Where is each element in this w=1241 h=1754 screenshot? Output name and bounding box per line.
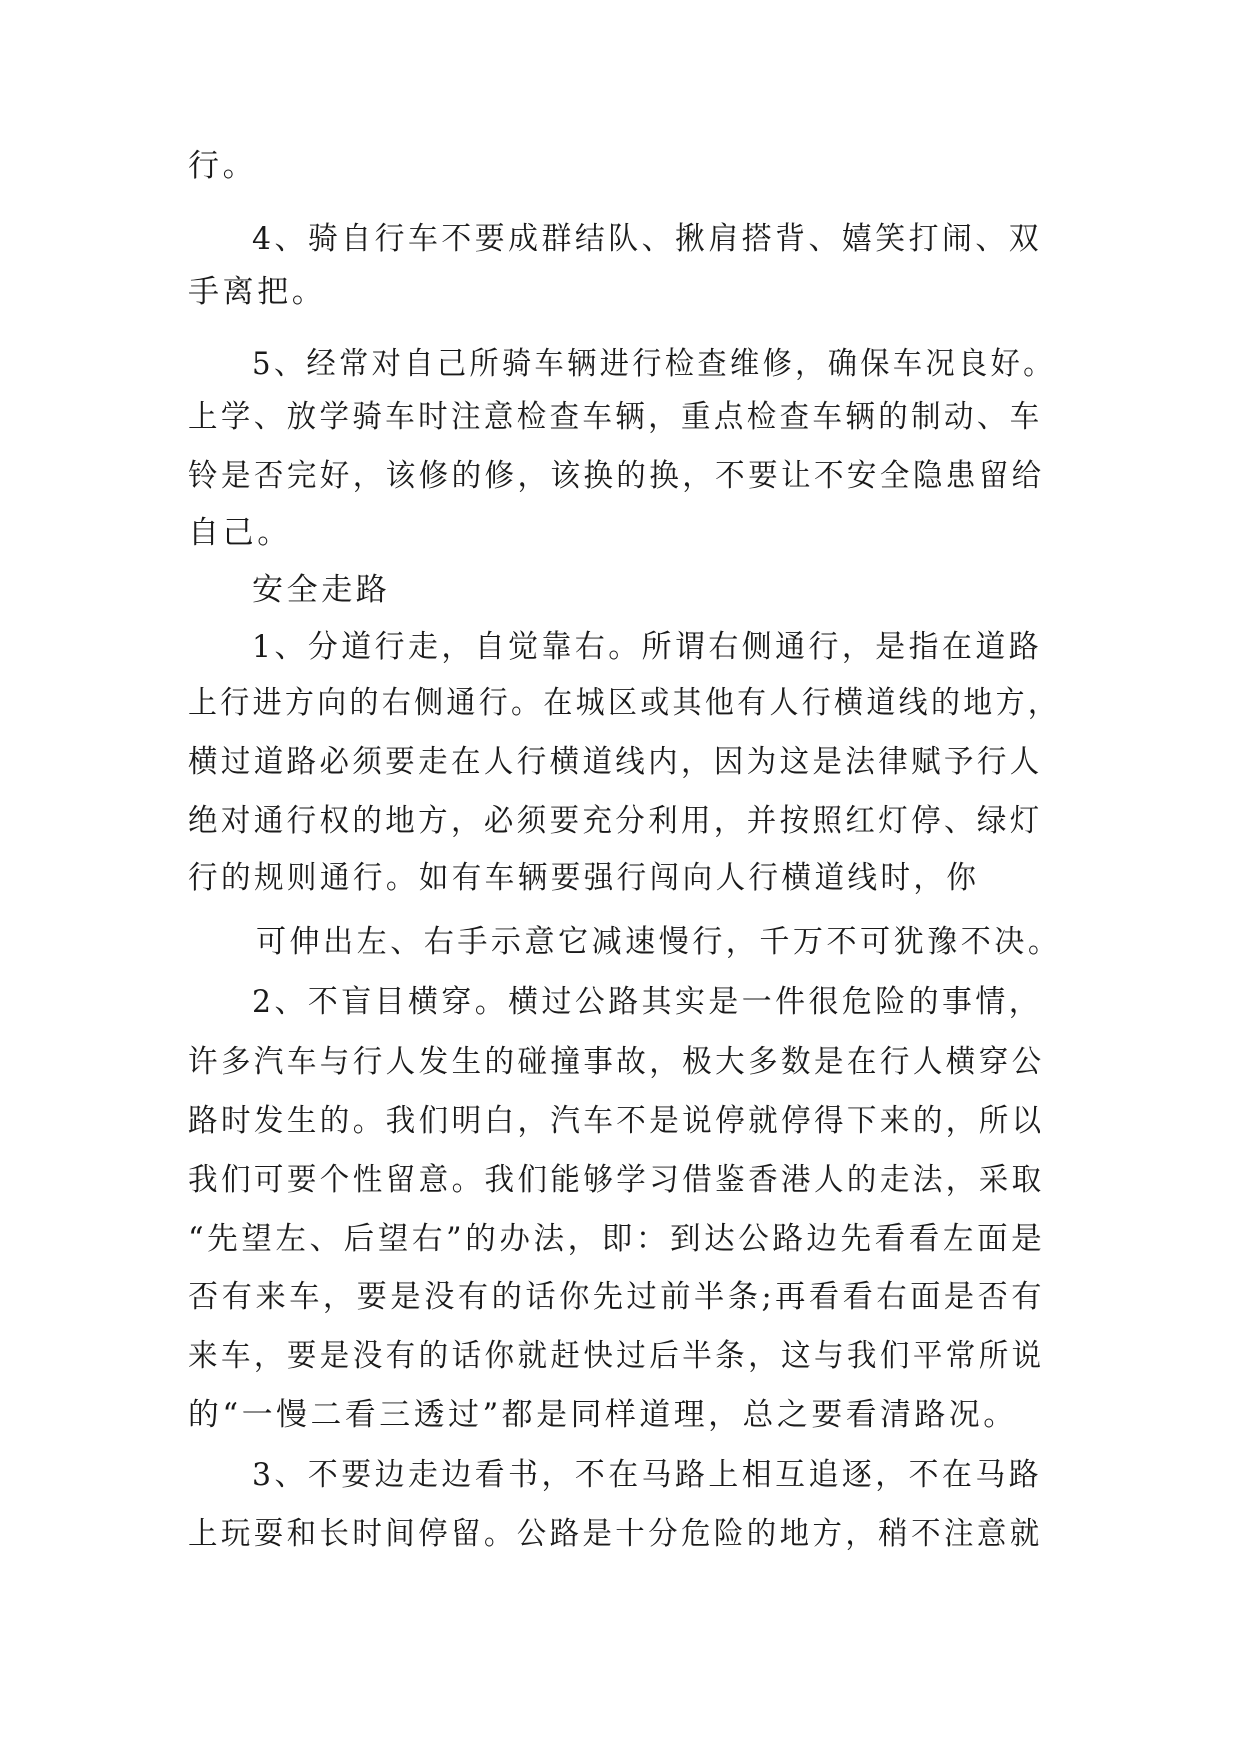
text-line: 自己。: [188, 515, 292, 551]
text-line: 1、分道行走，自觉靠右。所谓右侧通行，是指在道路: [252, 629, 1043, 665]
text-line: “先望左、后望右”的办法，即：到达公路边先看看左面是: [188, 1221, 1046, 1257]
text-line: 路时发生的。我们明白，汽车不是说停就停得下来的，所以: [188, 1103, 1045, 1139]
text-line: 铃是否完好，该修的修，该换的换，不要让不安全隐患留给: [188, 458, 1045, 494]
text-line: 4、骑自行车不要成群结队、揪肩搭背、嬉笑打闹、双: [252, 221, 1043, 257]
text-line: 行的规则通行。如有车辆要强行闯向人行横道线时，你: [188, 860, 980, 896]
text-line: 的“一慢二看三透过”都是同样道理，总之要看清路况。: [188, 1397, 1018, 1433]
text-line: 2、不盲目横穿。横过公路其实是一件很危险的事情，: [252, 984, 1043, 1020]
text-line: 行。: [188, 148, 258, 184]
text-line: 否有来车，要是没有的话你先过前半条;再看看右面是否有: [188, 1279, 1046, 1315]
text-line: 5、经常对自己所骑车辆进行检查维修，确保车况良好。: [252, 346, 1056, 382]
text-line: 3、不要边走边看书，不在马路上相互追逐，不在马路: [252, 1457, 1043, 1493]
section-heading: 安全走路: [252, 572, 391, 608]
text-line: 上玩耍和长时间停留。公路是十分危险的地方，稍不注意就: [188, 1516, 1043, 1552]
text-line: 上行进方向的右侧通行。在城区或其他有人行横道线的地方，: [188, 685, 1061, 721]
text-line: 来车，要是没有的话你就赶快过后半条，这与我们平常所说: [188, 1338, 1045, 1374]
text-line: 许多汽车与行人发生的碰撞事故，极大多数是在行人横穿公: [188, 1044, 1045, 1080]
text-line: 横过道路必须要走在人行横道线内，因为这是法律赋予行人: [188, 744, 1043, 780]
text-line: 我们可要个性留意。我们能够学习借鉴香港人的走法，采取: [188, 1162, 1045, 1198]
text-line: 可伸出左、右手示意它减速慢行，千万不可犹豫不决。: [256, 924, 1062, 960]
text-line: 上学、放学骑车时注意检查车辆，重点检查车辆的制动、车: [188, 399, 1043, 435]
text-line: 绝对通行权的地方，必须要充分利用，并按照红灯停、绿灯: [188, 803, 1043, 839]
text-line: 手离把。: [188, 274, 327, 310]
